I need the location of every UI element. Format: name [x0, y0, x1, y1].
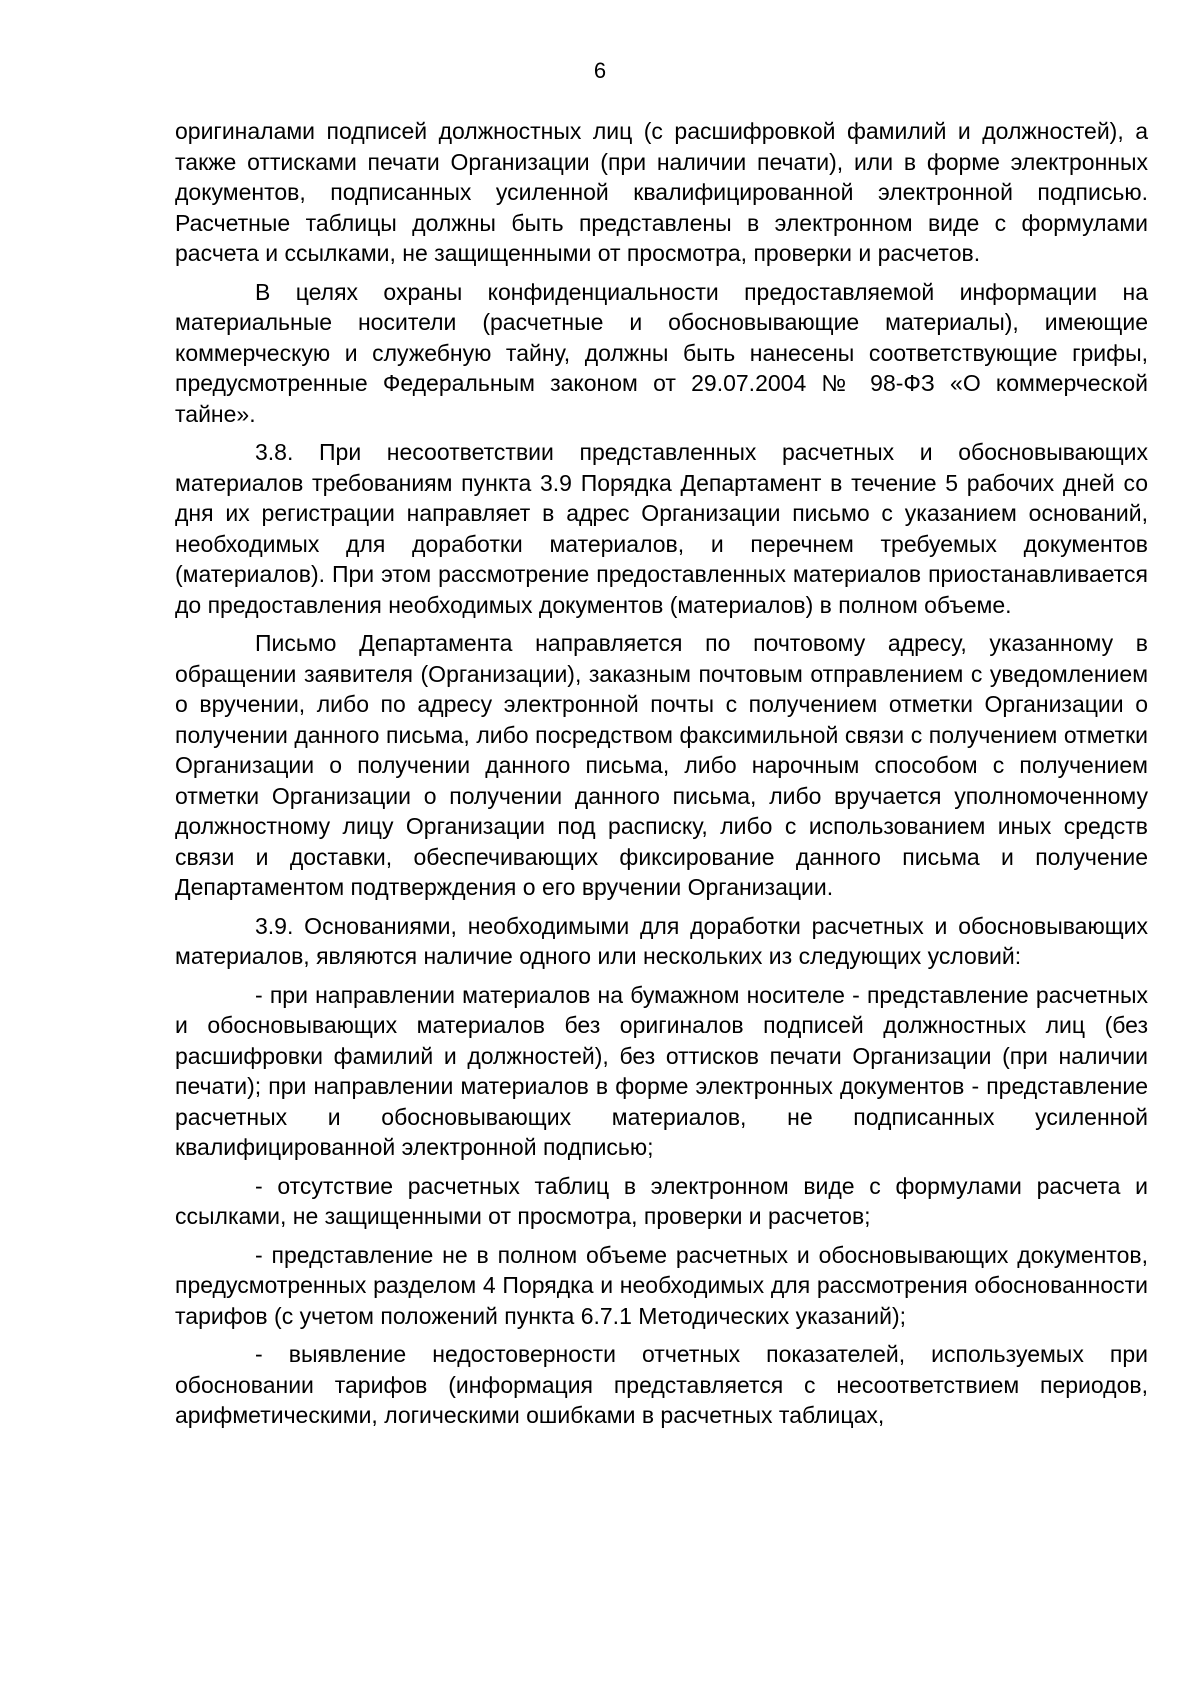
- paragraph: Письмо Департамента направляется по почтовому адресу, указанному в обращении заявителя (Организации), заказным почтовым отправлением с уведомлением о вручении, либо по адресу электронной почты с получением отметки Организации о получении данного письма, либо посредством факсимильной связи с получением отметки Организации о получении данного письма, либо нарочным способом с получением отметки Организации о получении данного письма, либо вручается уполномоченному должностному лицу Организации под расписку, либо с использованием иных средств связи и доставки, обеспечивающих фиксирование данного письма и получение Департаментом подтверждения о его вручении Организации.: [175, 630, 1148, 900]
- paragraph: 3.9. Основаниями, необходимыми для доработки расчетных и обосновывающих материалов, являются наличие одного или нескольких из следующих условий:: [175, 912, 1148, 969]
- paragraph: В целях охраны конфиденциальности предоставляемой информации на материальные носители (расчетные и обосновывающие материалы), имеющие коммерческую и служебную тайну, должны быть нанесены соответствующие грифы, предусмотренные Федеральным законом от 29.07.2004 № 98-ФЗ «О коммерческой тайне».: [175, 278, 1148, 427]
- paragraph: 3.8. При несоответствии представленных расчетных и обосновывающих материалов требованиям пункта 3.9 Порядка Департамент в течение 5 рабочих дней со дня их регистрации направляет в адрес Организации письмо с указанием оснований, необходимых для доработки материалов, и перечнем требуемых документов (материалов). При этом рассмотрение предоставленных материалов приостанавливается до предоставления необходимых документов (материалов) в полном объеме.: [175, 439, 1148, 618]
- page-number: 6: [593, 58, 607, 83]
- paragraph: - выявление недостоверности отчетных показателей, используемых при обосновании тарифов (информация представляется с несоответствием периодов, арифметическими, логическими ошибками в расчетных таблицах,: [175, 1341, 1148, 1428]
- paragraph: оригиналами подписей должностных лиц (с расшифровкой фамилий и должностей), а также оттисками печати Организации (при наличии печати), или в форме электронных документов, подписанных усиленной квалифицированной электронной подписью. Расчетные таблицы должны быть представлены в электронном виде с формулами расчета и ссылками, не защищенными от просмотра, проверки и расчетов.: [175, 118, 1148, 266]
- paragraph: - при направлении материалов на бумажном носителе - представление расчетных и обосновывающих материалов без оригиналов подписей должностных лиц (без расшифровки фамилий и должностей), без оттисков печати Организации (при наличии печати); при направлении материалов в форме электронных документов - представление расчетных и обосновывающих материалов, не подписанных усиленной квалифицированной электронной подписью;: [175, 981, 1148, 1160]
- document-body: [175, 116, 1148, 1439]
- paragraph: - представление не в полном объеме расчетных и обосновывающих документов, предусмотренных разделом 4 Порядка и необходимых для рассмотрения обоснованности тарифов (с учетом положений пункта 6.7.1 Методических указаний);: [175, 1241, 1148, 1329]
- paragraph: - отсутствие расчетных таблиц в электронном виде с формулами расчета и ссылками, не защищенными от просмотра, проверки и расчетов;: [175, 1172, 1148, 1229]
